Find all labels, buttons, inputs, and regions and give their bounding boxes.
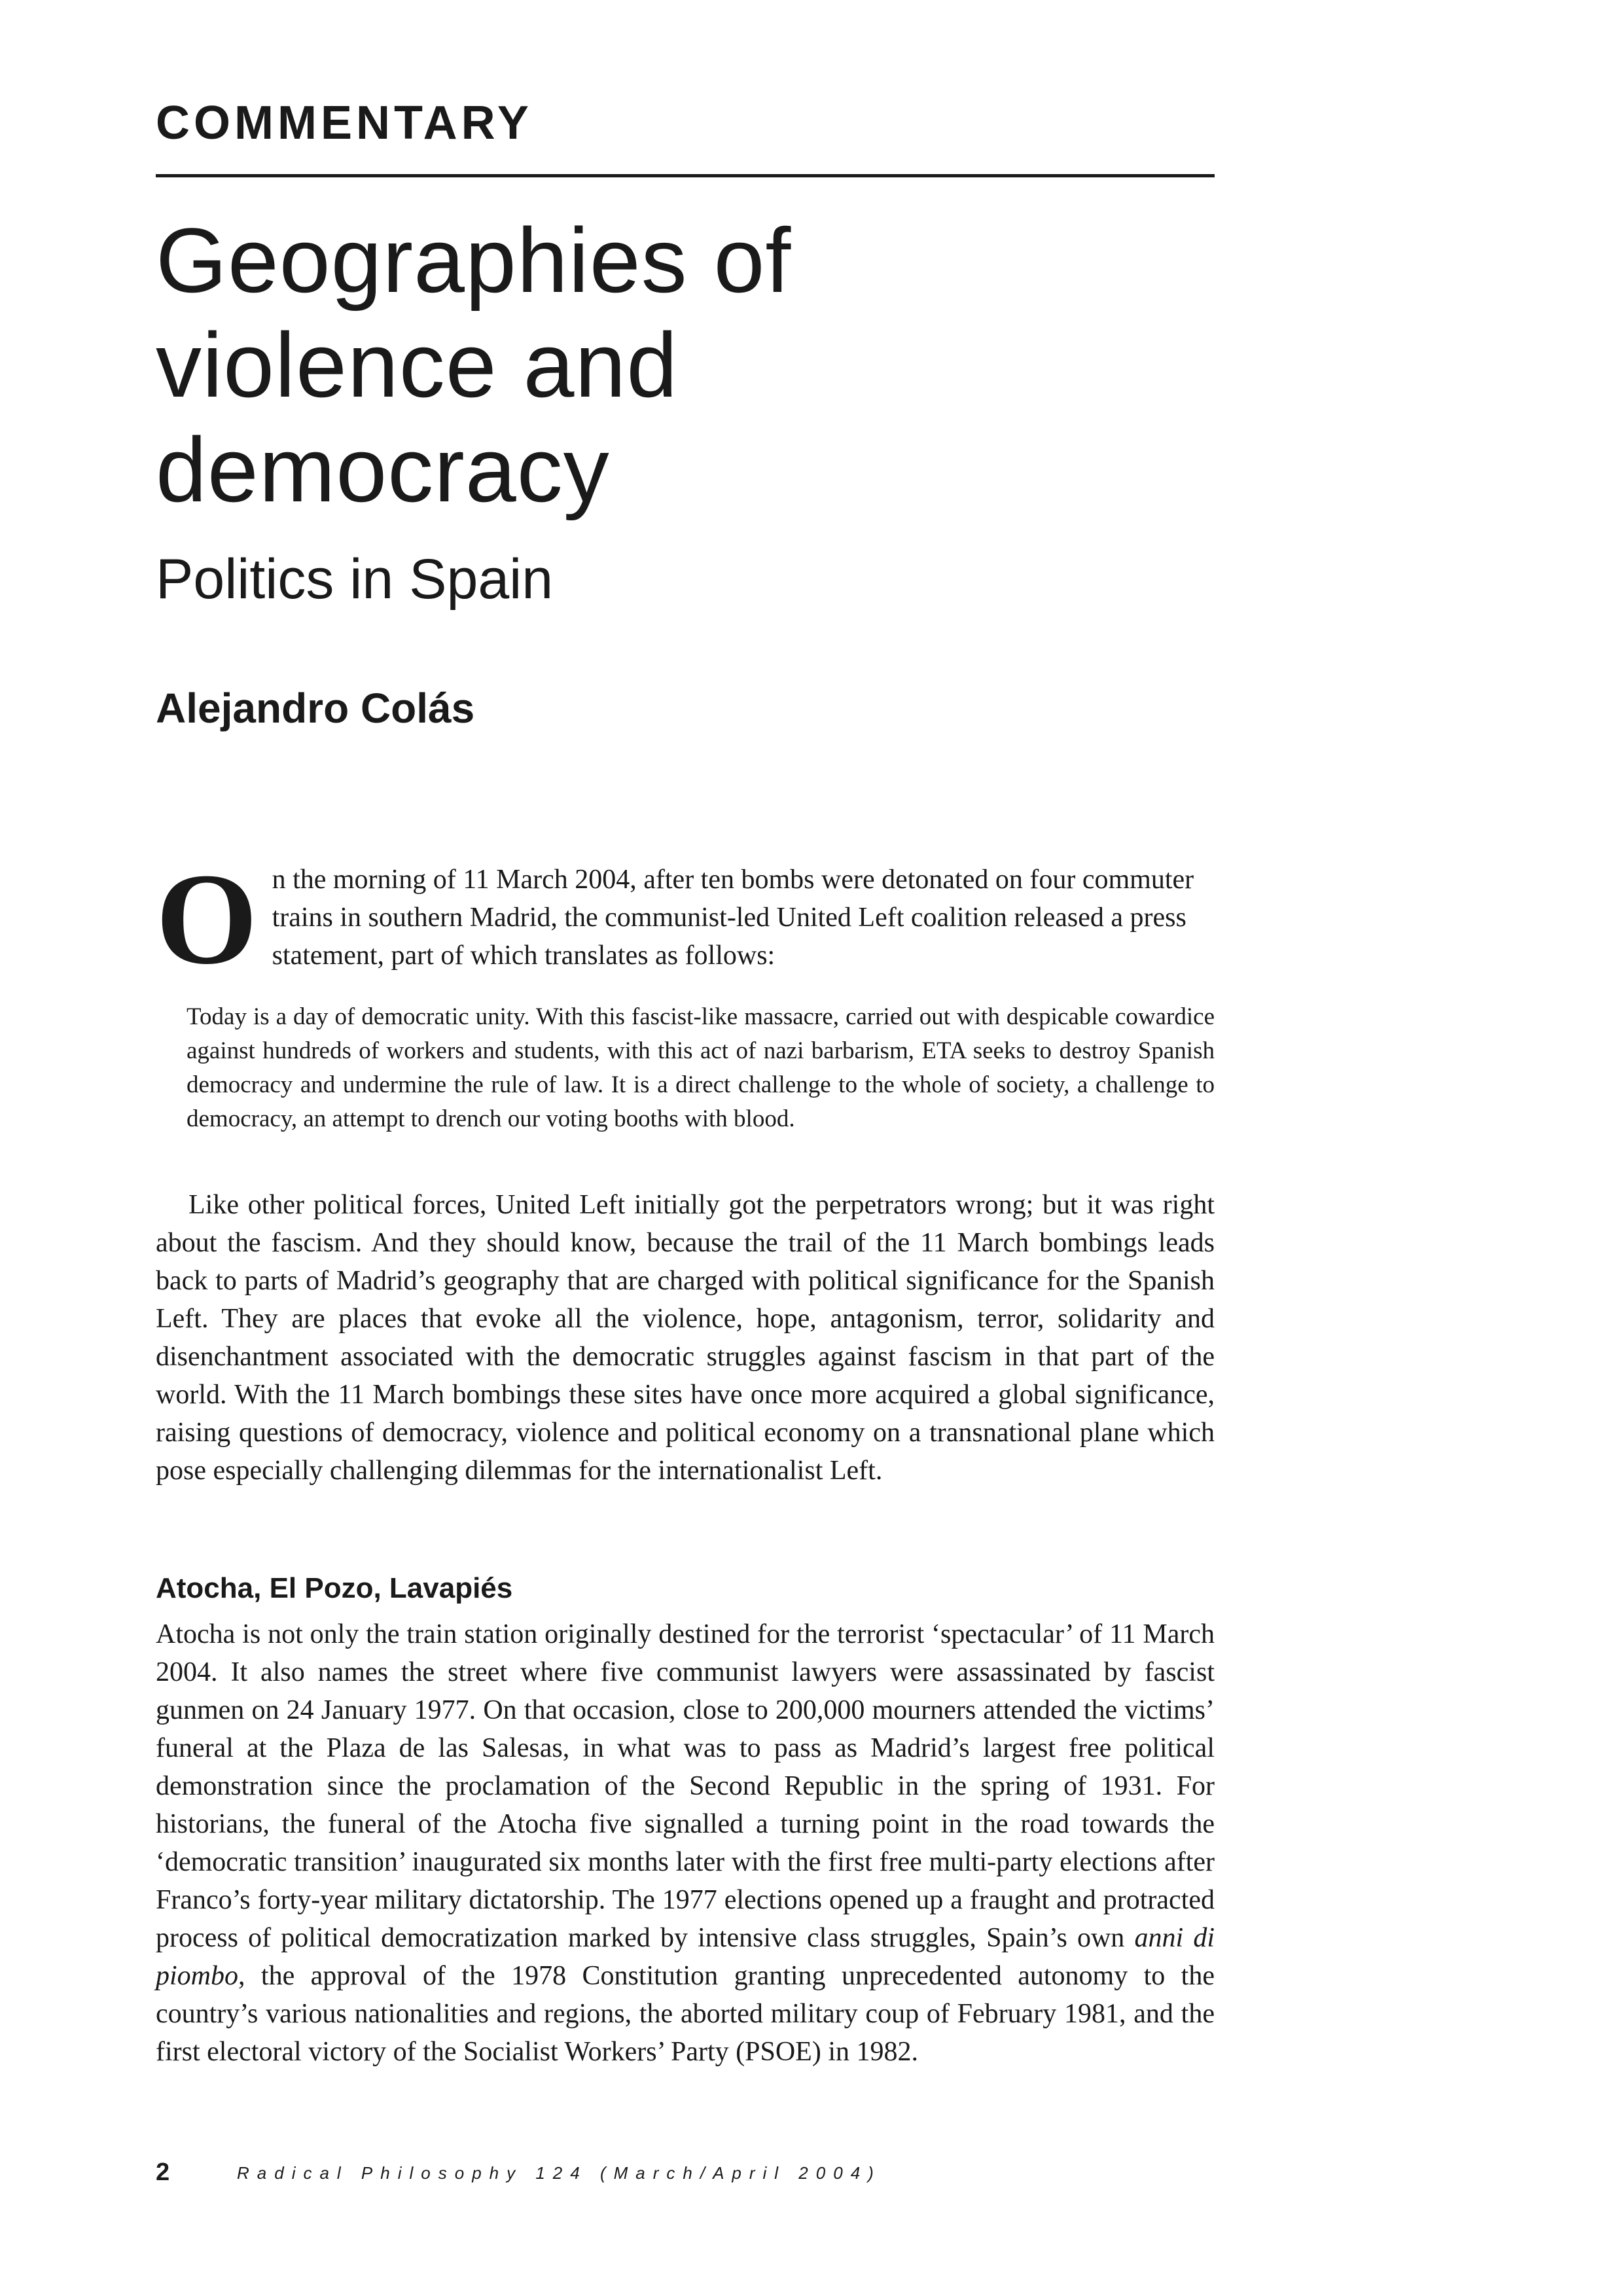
body-paragraph-1: Like other political forces, United Left initially got the perpetrators wrong; but it was right about the fascism. And they should know, because the trail of the 11 March bombings leads back to parts of Madrid’s geography that are charged with political significance for the Spanish Left. They are places that evoke all the violence, hope, antagonism, terror, solidarity and disenchantment associated with the democratic struggles against fascism in that part of the world. With the 11 March bombings these sites have once more acquired a global significance, raising questions of democracy, violence and political economy on a transnational plane which pose especially challenging dilemmas for the internationalist Left. (156, 1190, 1215, 1486)
intro-text: n the morning of 11 March 2004, after ten bombs were detonated on four commuter trains in southern Madrid, the communist-led United Left coalition released a press statement, part of which translates as follows: (272, 865, 1194, 971)
block-quote: Today is a day of democratic unity. With this fascist-like massacre, carried out with despicable cowardice against hundreds of workers and students, with this act of nazi barbarism, ETA seeks to destroy Spanish democracy and undermine the rule of law. It is a direct challenge to the whole of society, a challenge to democracy, an attempt to drench our voting booths with blood. (187, 1003, 1215, 1132)
intro-paragraph (156, 847, 1215, 992)
section-divider (156, 174, 1215, 177)
body-paragraph-2 (156, 1615, 1215, 2071)
journal-citation: Radical Philosophy 124 (March/April 2004) (237, 2163, 882, 2183)
paragraph-2-text-end: , the approval of the 1978 Constitution granting unprecedented autonomy to the country’s various nationalities and regions, the aborted military coup of February 1981, and the first electoral victory of the Socialist Workers’ Party (PSOE) in 1982. (156, 1961, 1215, 2067)
section-label: COMMENTARY (156, 97, 533, 149)
article-title: Geographies of violence and democracy (156, 209, 792, 521)
italic-phrase: anni di piombo (156, 1923, 1215, 1991)
section-heading: Atocha, El Pozo, Lavapiés (156, 1572, 513, 1604)
article-subtitle: Politics in Spain (156, 548, 554, 611)
drop-cap: O (156, 847, 258, 992)
author-name: Alejandro Colás (156, 685, 475, 732)
paragraph-2-text-start: Atocha is not only the train station originally destined for the terrorist ‘spectacular’ of 11 March 2004. It also names the street where five communist lawyers were assassinated by fascist gunmen on 24 January 1977. On that occasion, close to 200,000 mourners attended the victims’ funeral at the Plaza de las Salesas, in what was to pass as Madrid’s largest free political demonstration since the proclamation of the Second Republic in the spring of 1931. For historians, the funeral of the Atocha five signalled a turning point in the road towards the ‘democratic transition’ inaugurated six months later with the first free multi-party elections after Franco’s forty-year military dictatorship. The 1977 elections opened up a fraught and protracted process of political democratization marked by intensive class struggles, Spain’s own (156, 1619, 1215, 1953)
page-number: 2 (156, 2159, 170, 2186)
